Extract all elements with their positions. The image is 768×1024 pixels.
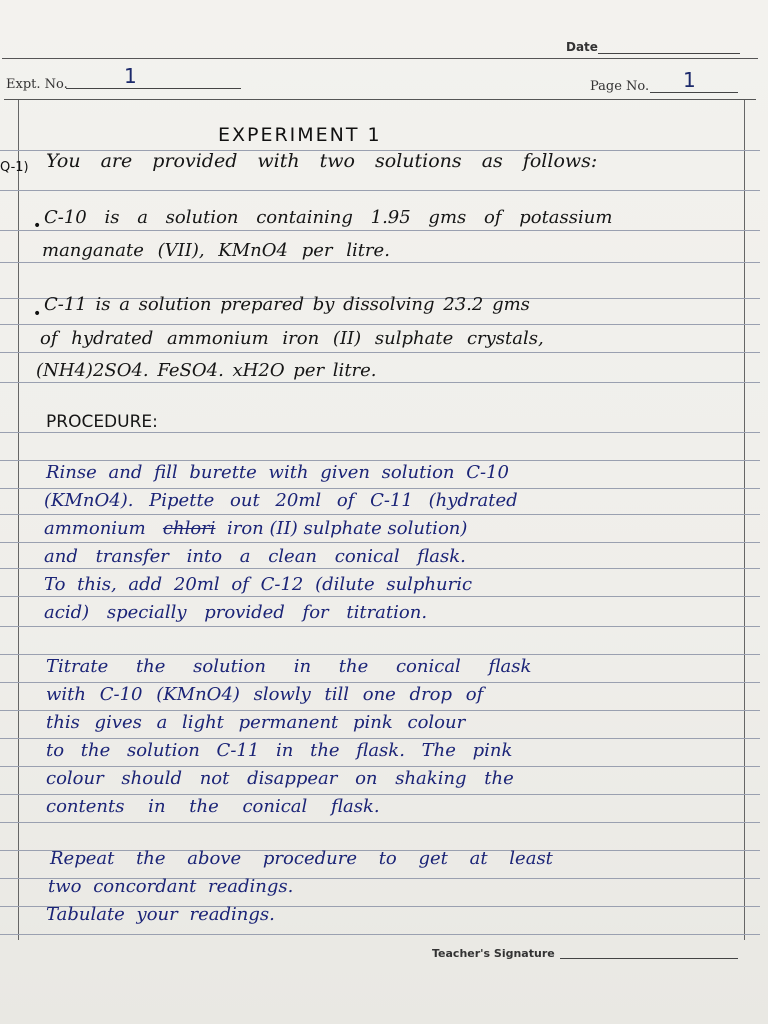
struck-out-word: chlori — [162, 518, 216, 539]
header-top-border — [2, 58, 758, 59]
date-line — [598, 53, 740, 54]
text-fragment: ammonium — [44, 518, 146, 539]
text-line: two concordant readings. — [48, 876, 294, 897]
ruled-line — [0, 382, 760, 383]
header-bottom-border — [4, 99, 756, 100]
ruled-line — [0, 324, 760, 325]
ruled-line — [0, 822, 760, 823]
text-line: this gives a light permanent pink colour — [46, 712, 466, 733]
ruled-line — [0, 542, 760, 543]
ruled-line — [0, 626, 760, 627]
ruled-line — [0, 568, 760, 569]
text-line: Rinse and fill burette with given solution C-10 — [46, 462, 509, 483]
text-line: to the solution C-11 in the flask. The pink — [46, 740, 513, 761]
ruled-line — [0, 432, 760, 433]
teacher-signature-label: Teacher's Signature — [432, 947, 555, 960]
text-line: of hydrated ammonium iron (II) sulphate crystals, — [40, 328, 544, 349]
ruled-line — [0, 934, 760, 935]
question-number: Q-1) — [0, 160, 29, 175]
ruled-line — [0, 738, 760, 739]
experiment-title: EXPERIMENT 1 — [218, 124, 382, 146]
right-margin-line — [744, 100, 745, 940]
expt-no-value: 1 — [124, 64, 137, 88]
expt-no-label: Expt. No. — [6, 77, 68, 92]
text-line: Tabulate your readings. — [46, 904, 275, 925]
text-line: (KMnO4). Pipette out 20ml of C-11 (hydrated — [44, 490, 518, 511]
ruled-line — [0, 710, 760, 711]
text-line: Titrate the solution in the conical flask — [46, 656, 532, 677]
text-line: You are provided with two solutions as follows: — [46, 150, 598, 172]
ruled-line — [0, 488, 760, 489]
text-line: manganate (VII), KMnO4 per litre. — [42, 240, 390, 261]
ruled-line — [0, 262, 760, 263]
text-line: and transfer into a clean conical flask. — [44, 546, 466, 567]
page-no-line — [650, 92, 738, 93]
date-label: Date — [566, 40, 598, 54]
text-line: (NH4)2SO4. FeSO4. xH2O per litre. — [36, 360, 377, 381]
left-margin-line — [18, 100, 19, 940]
ruled-line — [0, 514, 760, 515]
text-line: contents in the conical flask. — [46, 796, 380, 817]
text-line: C-10 is a solution containing 1.95 gms of potassium — [44, 207, 613, 228]
bullet-point: • — [33, 306, 42, 322]
bullet-point: • — [33, 218, 42, 234]
text-line: acid) specially provided for titration. — [44, 602, 428, 623]
ruled-line — [0, 230, 760, 231]
ruled-line — [0, 766, 760, 767]
page-no-value: 1 — [683, 68, 696, 92]
page-no-label: Page No. — [590, 79, 650, 94]
text-line: Repeat the above procedure to get at least — [50, 848, 553, 869]
ruled-line — [0, 596, 760, 597]
teacher-signature-line — [560, 958, 738, 959]
text-line: To this, add 20ml of C-12 (dilute sulphuric — [44, 574, 473, 595]
text-line: with C-10 (KMnO4) slowly till one drop of — [46, 684, 484, 705]
ruled-line — [0, 460, 760, 461]
ruled-line — [0, 190, 760, 191]
ruled-line — [0, 352, 760, 353]
procedure-heading: PROCEDURE: — [46, 412, 158, 432]
text-line: C-11 is a solution prepared by dissolving 23.2 gms — [44, 294, 530, 315]
text-line: colour should not disappear on shaking the — [46, 768, 514, 789]
ruled-line — [0, 794, 760, 795]
ruled-line — [0, 654, 760, 655]
text-line — [44, 518, 467, 539]
ruled-line — [0, 682, 760, 683]
text-fragment: iron (II) sulphate solution) — [226, 518, 468, 539]
expt-no-line — [66, 88, 241, 89]
